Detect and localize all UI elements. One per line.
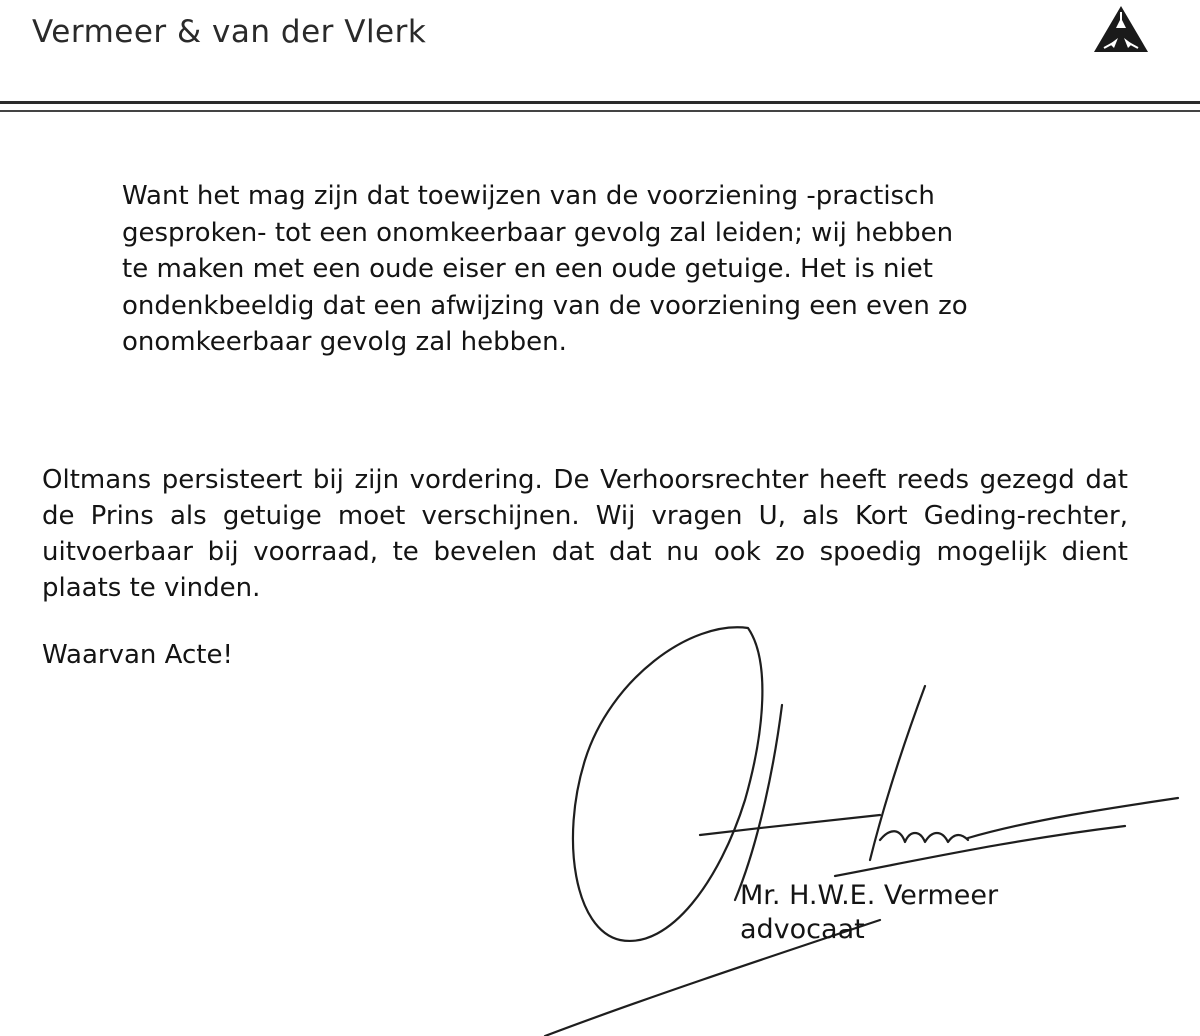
main-paragraph: Oltmans persisteert bij zijn vordering. De Verhoorsrechter heeft reeds gezegd dat de Prins als getuige moet verschijnen. Wij vragen U, als Kort Geding-rechter, uitvoerbaar bij voorraad, te bevelen dat dat nu ook zo spoedig mogelijk dient plaats te vinden. [42, 465, 1128, 603]
quoted-paragraph [122, 178, 1072, 361]
header-rule-thick [0, 101, 1200, 104]
firm-name: Vermeer & van der Vlerk [32, 14, 427, 50]
quote-line: Want het mag zijn dat toewijzen van de voorziening -practisch [122, 181, 935, 211]
quote-line: ondenkbeeldig dat een afwijzing van de voorziening een even zo [122, 290, 968, 321]
firm-logo-icon [1090, 4, 1152, 56]
signatory-title: advocaat [740, 914, 865, 945]
closing-line: Waarvan Acte! [42, 640, 233, 670]
quote-line: te maken met een oude eiser en een oude getuige. Het is niet [122, 254, 933, 284]
quote-line: onomkeerbaar gevolg zal hebben. [122, 327, 567, 357]
signatory-name: Mr. H.W.E. Vermeer [740, 880, 999, 911]
header-rule-thin [0, 110, 1200, 112]
quote-line: gesproken- tot een onomkeerbaar gevolg zal leiden; wij hebben [122, 217, 954, 248]
